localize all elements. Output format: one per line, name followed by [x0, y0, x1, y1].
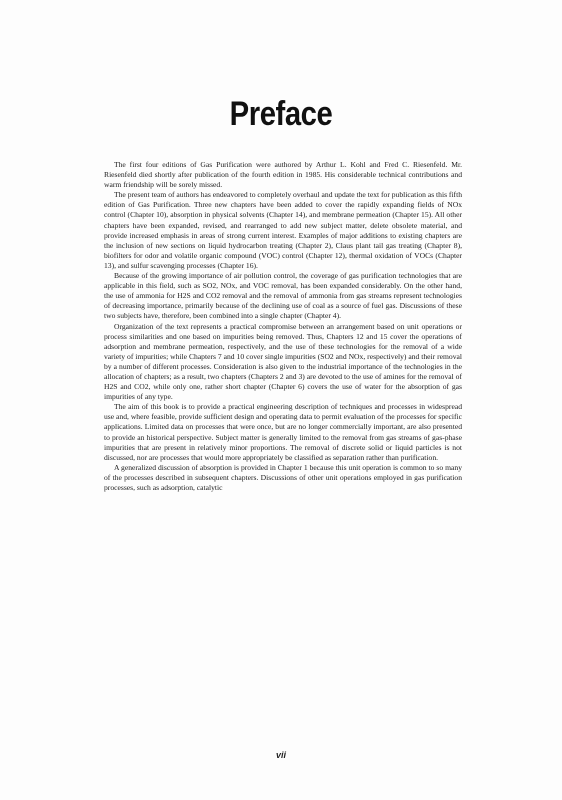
paragraph: A generalized discussion of absorption is provided in Chapter 1 because this unit operation is common to so many of the processes described in subsequent chapters. Discussions of other unit operations employed in gas purification processes, such as adsorption, catalytic — [104, 462, 462, 492]
paragraph: Organization of the text represents a practical compromise between an arrangement based on unit operations or process similarities and one based on impurities being removed. Thus, Chapters 12 and 15 cover the operations of adsorption and membrane permeation, respectively, and the use of these technologies for the removal of a wide variety of impurities; while Chapters 7 and 10 cover single impurities (SO2 and NOx, respectively) and their removal by a number of different processes. Consideration is also given to the industrial importance of the technologies in the allocation of chapters; as a result, two chapters (Chapters 2 and 3) are devoted to the use of amines for the removal of H2S and CO2, while only one, rather short chapter (Chapter 6) covers the use of water for the absorption of gas impurities of any type. — [104, 321, 462, 402]
body-text — [104, 160, 462, 493]
paragraph: The aim of this book is to provide a practical engineering description of techniques and processes in widespread use and, where feasible, provide sufficient design and operating data to permit evaluation of the processes for specific applications. Limited data on processes that were once, but are no longer commercially important, are also presented to provide an historical perspective. Subject matter is generally limited to the removal from gas streams of gas-phase impurities that are present in relatively minor proportions. The removal of discrete solid or liquid particles is not discussed, nor are processes that would more appropriately be classified as separation rather than purification. — [104, 402, 462, 462]
page-number: vii — [275, 750, 286, 760]
paragraph: The first four editions of Gas Purification were authored by Arthur L. Kohl and Fred C. Riesenfeld. Mr. Riesenfeld died shortly after publication of the fourth edition in 1985. His considerable technical contributions and warm friendship will be sorely missed. — [104, 160, 462, 190]
page-title: Preface — [229, 95, 333, 133]
paragraph: Because of the growing importance of air pollution control, the coverage of gas purification technologies that are applicable in this field, such as SO2, NOx, and VOC removal, has been expanded considerably. On the other hand, the use of ammonia for H2S and CO2 removal and the removal of ammonia from gas streams represent technologies of decreasing importance, primarily because of the declining use of coal as a source of fuel gas. Discussions of these two subjects have, therefore, been combined into a single chapter (Chapter 4). — [104, 271, 462, 321]
paragraph: The present team of authors has endeavored to completely overhaul and update the text for publication as this fifth edition of Gas Purification. Three new chapters have been added to cover the rapidly expanding fields of NOx control (Chapter 10), absorption in physical solvents (Chapter 14), and membrane permeation (Chapter 15). All other chapters have been expanded, revised, and rearranged to add new subject matter, delete obsolete material, and provide increased emphasis in areas of strong current interest. Examples of major additions to existing chapters are the inclusion of new sections on liquid hydrocarbon treating (Chapter 2), Claus plant tail gas treating (Chapter 8), biofilters for odor and volatile organic compound (VOC) control (Chapter 12), thermal oxidation of VOCs (Chapter 13), and sulfur scavenging processes (Chapter 16). — [104, 190, 462, 270]
